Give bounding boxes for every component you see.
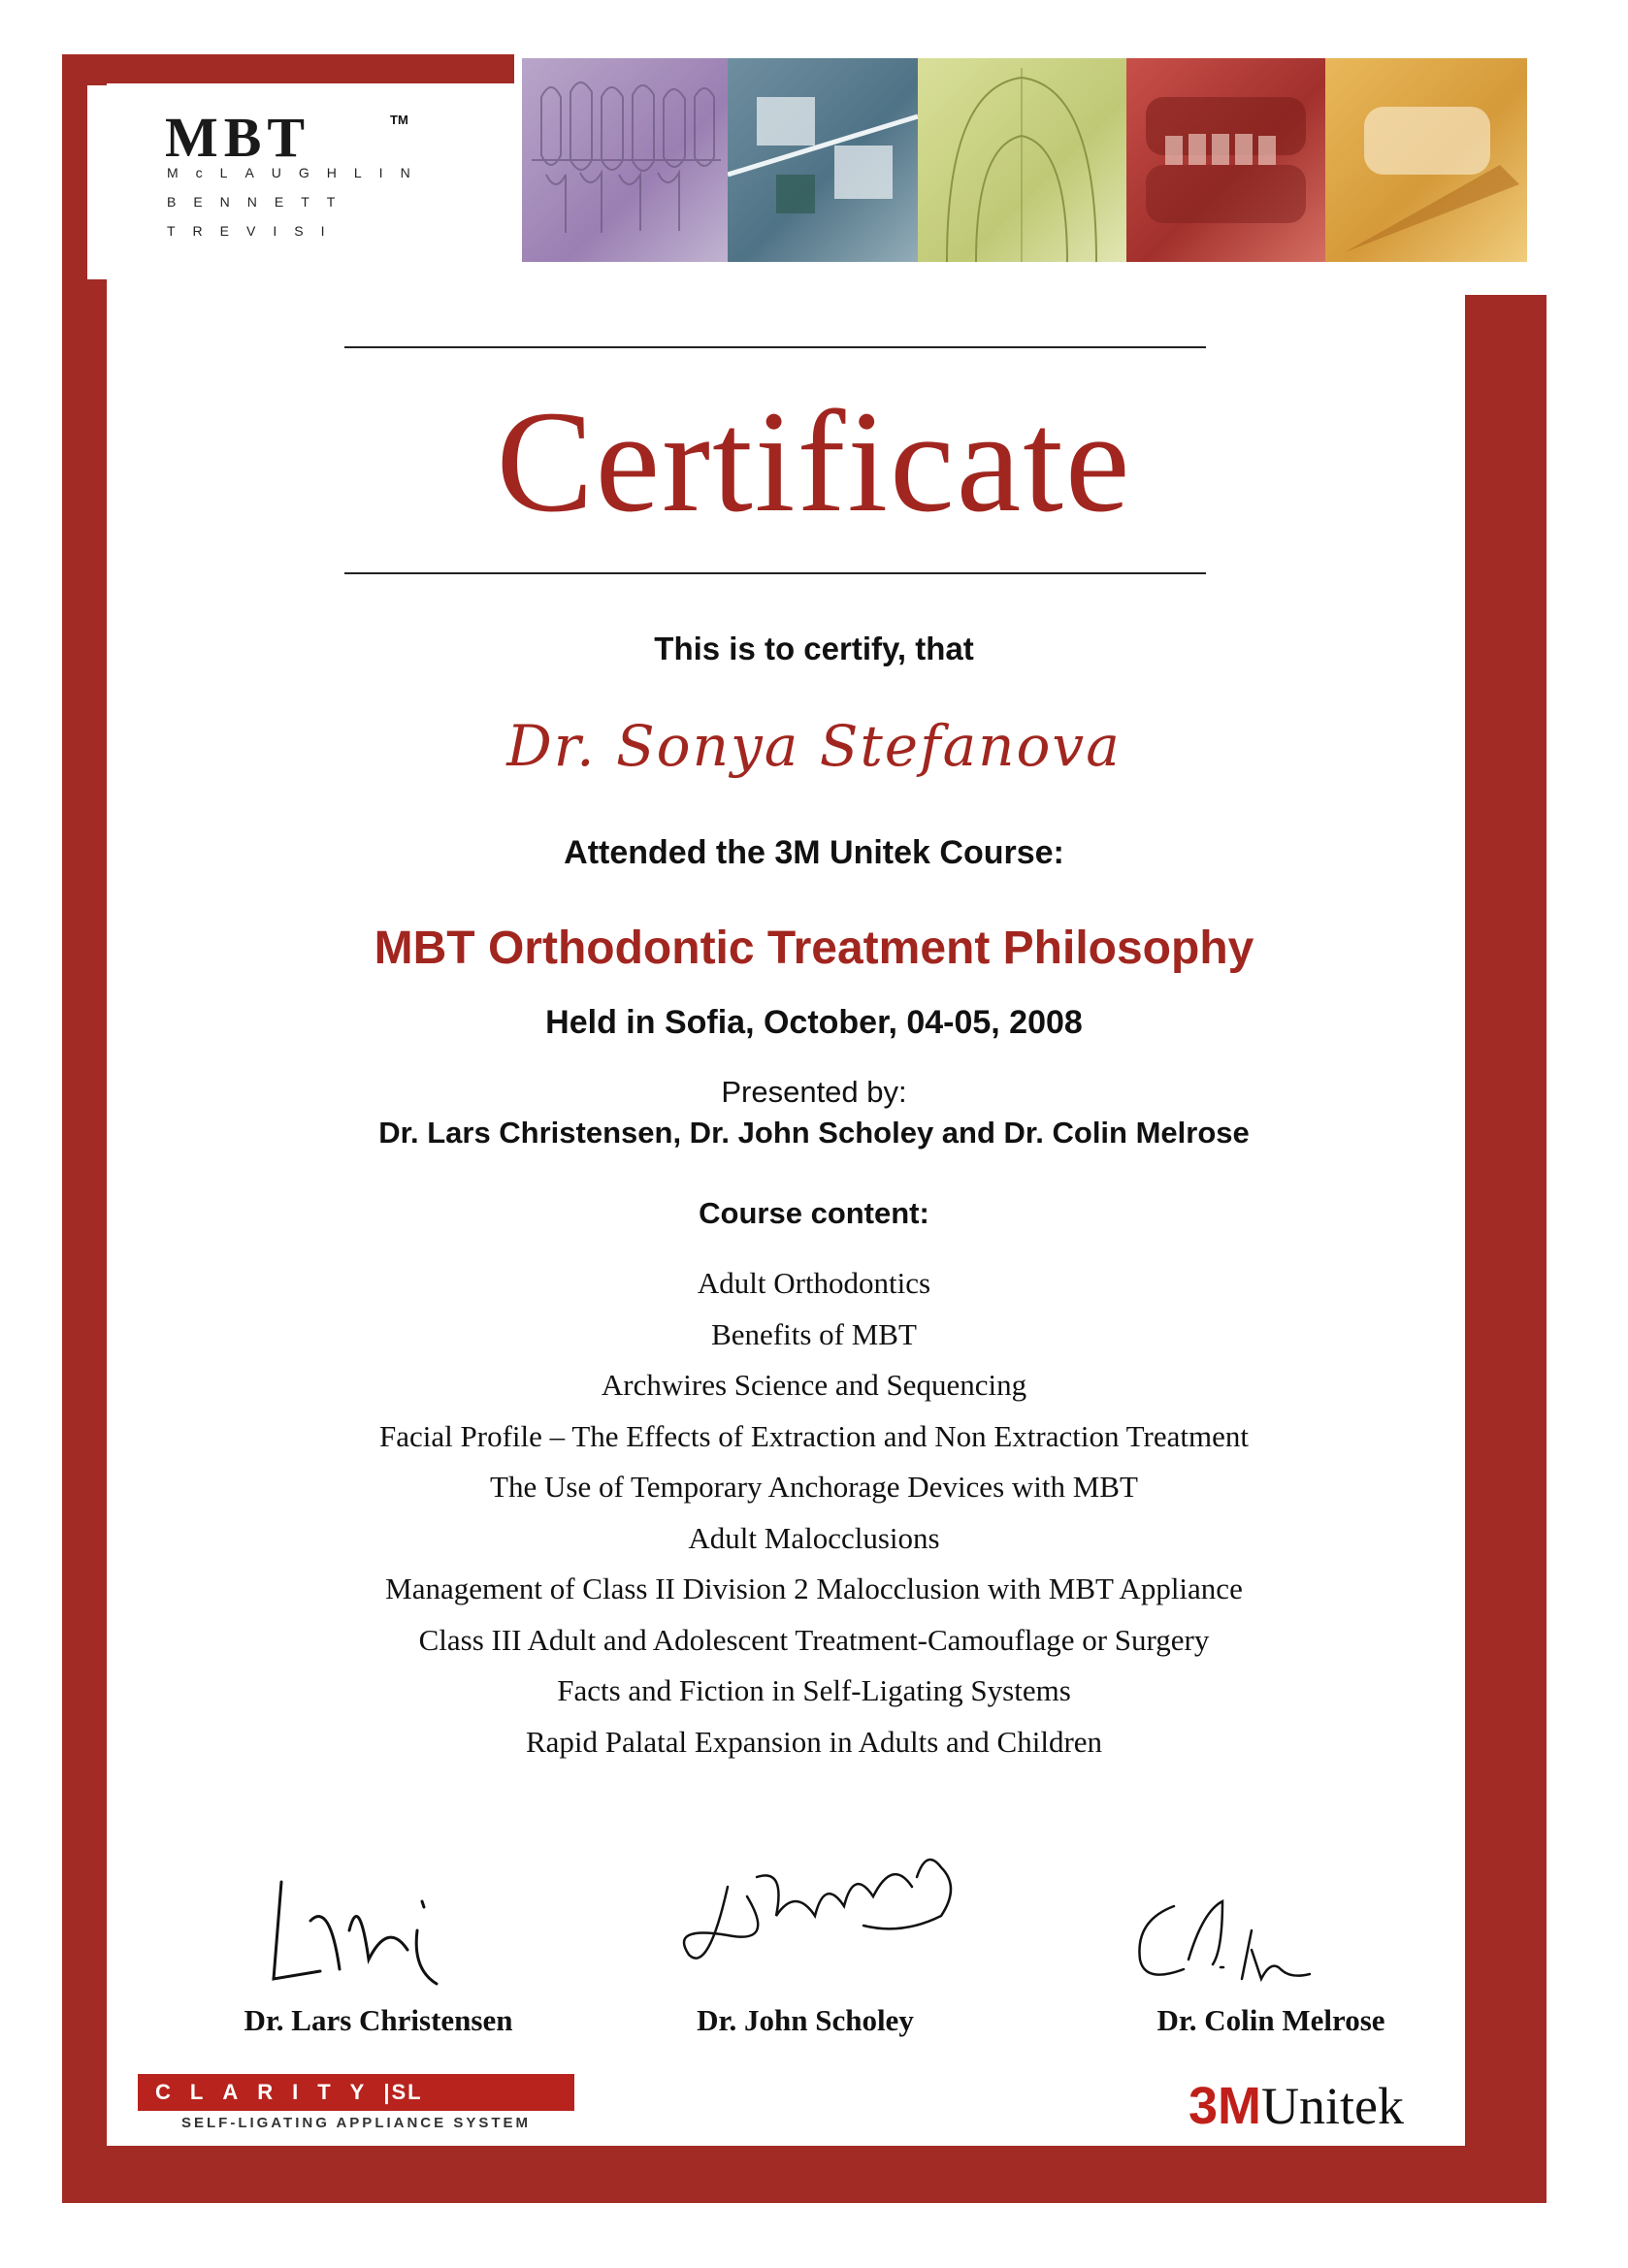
presented-label: Presented by: [721,1075,907,1109]
clarity-sl-logo [138,2074,574,2142]
certify-text: This is to certify, that [654,631,974,666]
mbt-logo-line-2: BENNETT [167,194,353,210]
list-item: Rapid Palatal Expansion in Adults and Children [525,1724,1103,1759]
clarity-logo-name: CLARITY [155,2080,384,2104]
3m-mark: 3M [1188,2077,1262,2135]
list-item: Adult Orthodontics [697,1266,931,1300]
course-content-list [0,1258,1628,1767]
arch-form-chart-image [918,58,1126,262]
mbt-logo-brand: MBT [165,106,311,169]
certificate-title: Certificate [496,381,1132,542]
clarity-logo-bar: CLARITY|SL [138,2074,574,2111]
mbt-logo-line-3: TREVISI [167,223,342,239]
list-item: Benefits of MBT [711,1316,917,1351]
signatory-name: Dr. Lars Christensen [244,2003,513,2037]
signature-scholey [669,1838,980,1993]
course-title: MBT Orthodontic Treatment Philosophy [374,923,1254,974]
clarity-logo-tagline: SELF-LIGATING APPLIANCE SYSTEM [180,2115,531,2131]
list-item: Facts and Fiction in Self-Ligating Systems [557,1673,1071,1707]
unitek-name: Unitek [1261,2077,1404,2135]
list-item: Adult Malocclusions [688,1520,940,1555]
title-rule-top [344,346,1206,348]
dental-model-image [1126,58,1325,262]
bracket-closeup-image [728,58,918,262]
signature-christensen [252,1863,475,1998]
title-rule-bottom [344,572,1206,574]
typodont-image [1325,58,1527,262]
list-item: Class III Adult and Adolescent Treatment-Camouflage or Surgery [418,1622,1210,1657]
mbt-logo-tm: TM [390,113,408,127]
mbt-logo [87,85,437,279]
clarity-logo-suffix: SL [391,2080,423,2104]
list-item: Archwires Science and Sequencing [601,1368,1027,1402]
list-item: Management of Class II Division 2 Malocclusion with MBT Appliance [385,1571,1243,1605]
list-item: The Use of Temporary Anchorage Devices with MBT [490,1470,1138,1504]
signature-melrose [1116,1892,1368,1998]
signatory-name: Dr. Colin Melrose [1156,2003,1385,2037]
header-image-strip [522,58,1527,262]
3m-unitek-logo [1188,2076,1460,2146]
presenters: Dr. Lars Christensen, Dr. John Scholey and Dr. Colin Melrose [378,1116,1250,1150]
course-content-label: Course content: [699,1196,929,1230]
dental-sketch-image [522,58,728,262]
signatory-name: Dr. John Scholey [697,2003,914,2037]
list-item: Facial Profile – The Effects of Extraction and Non Extraction Treatment [379,1418,1249,1453]
recipient-name: Dr. Sonya Stefanova [506,713,1122,779]
held-text: Held in Sofia, October, 04-05, 2008 [545,1004,1083,1041]
mbt-logo-line-1: McLAUGHLIN [167,165,428,180]
attended-text: Attended the 3M Unitek Course: [564,834,1064,871]
